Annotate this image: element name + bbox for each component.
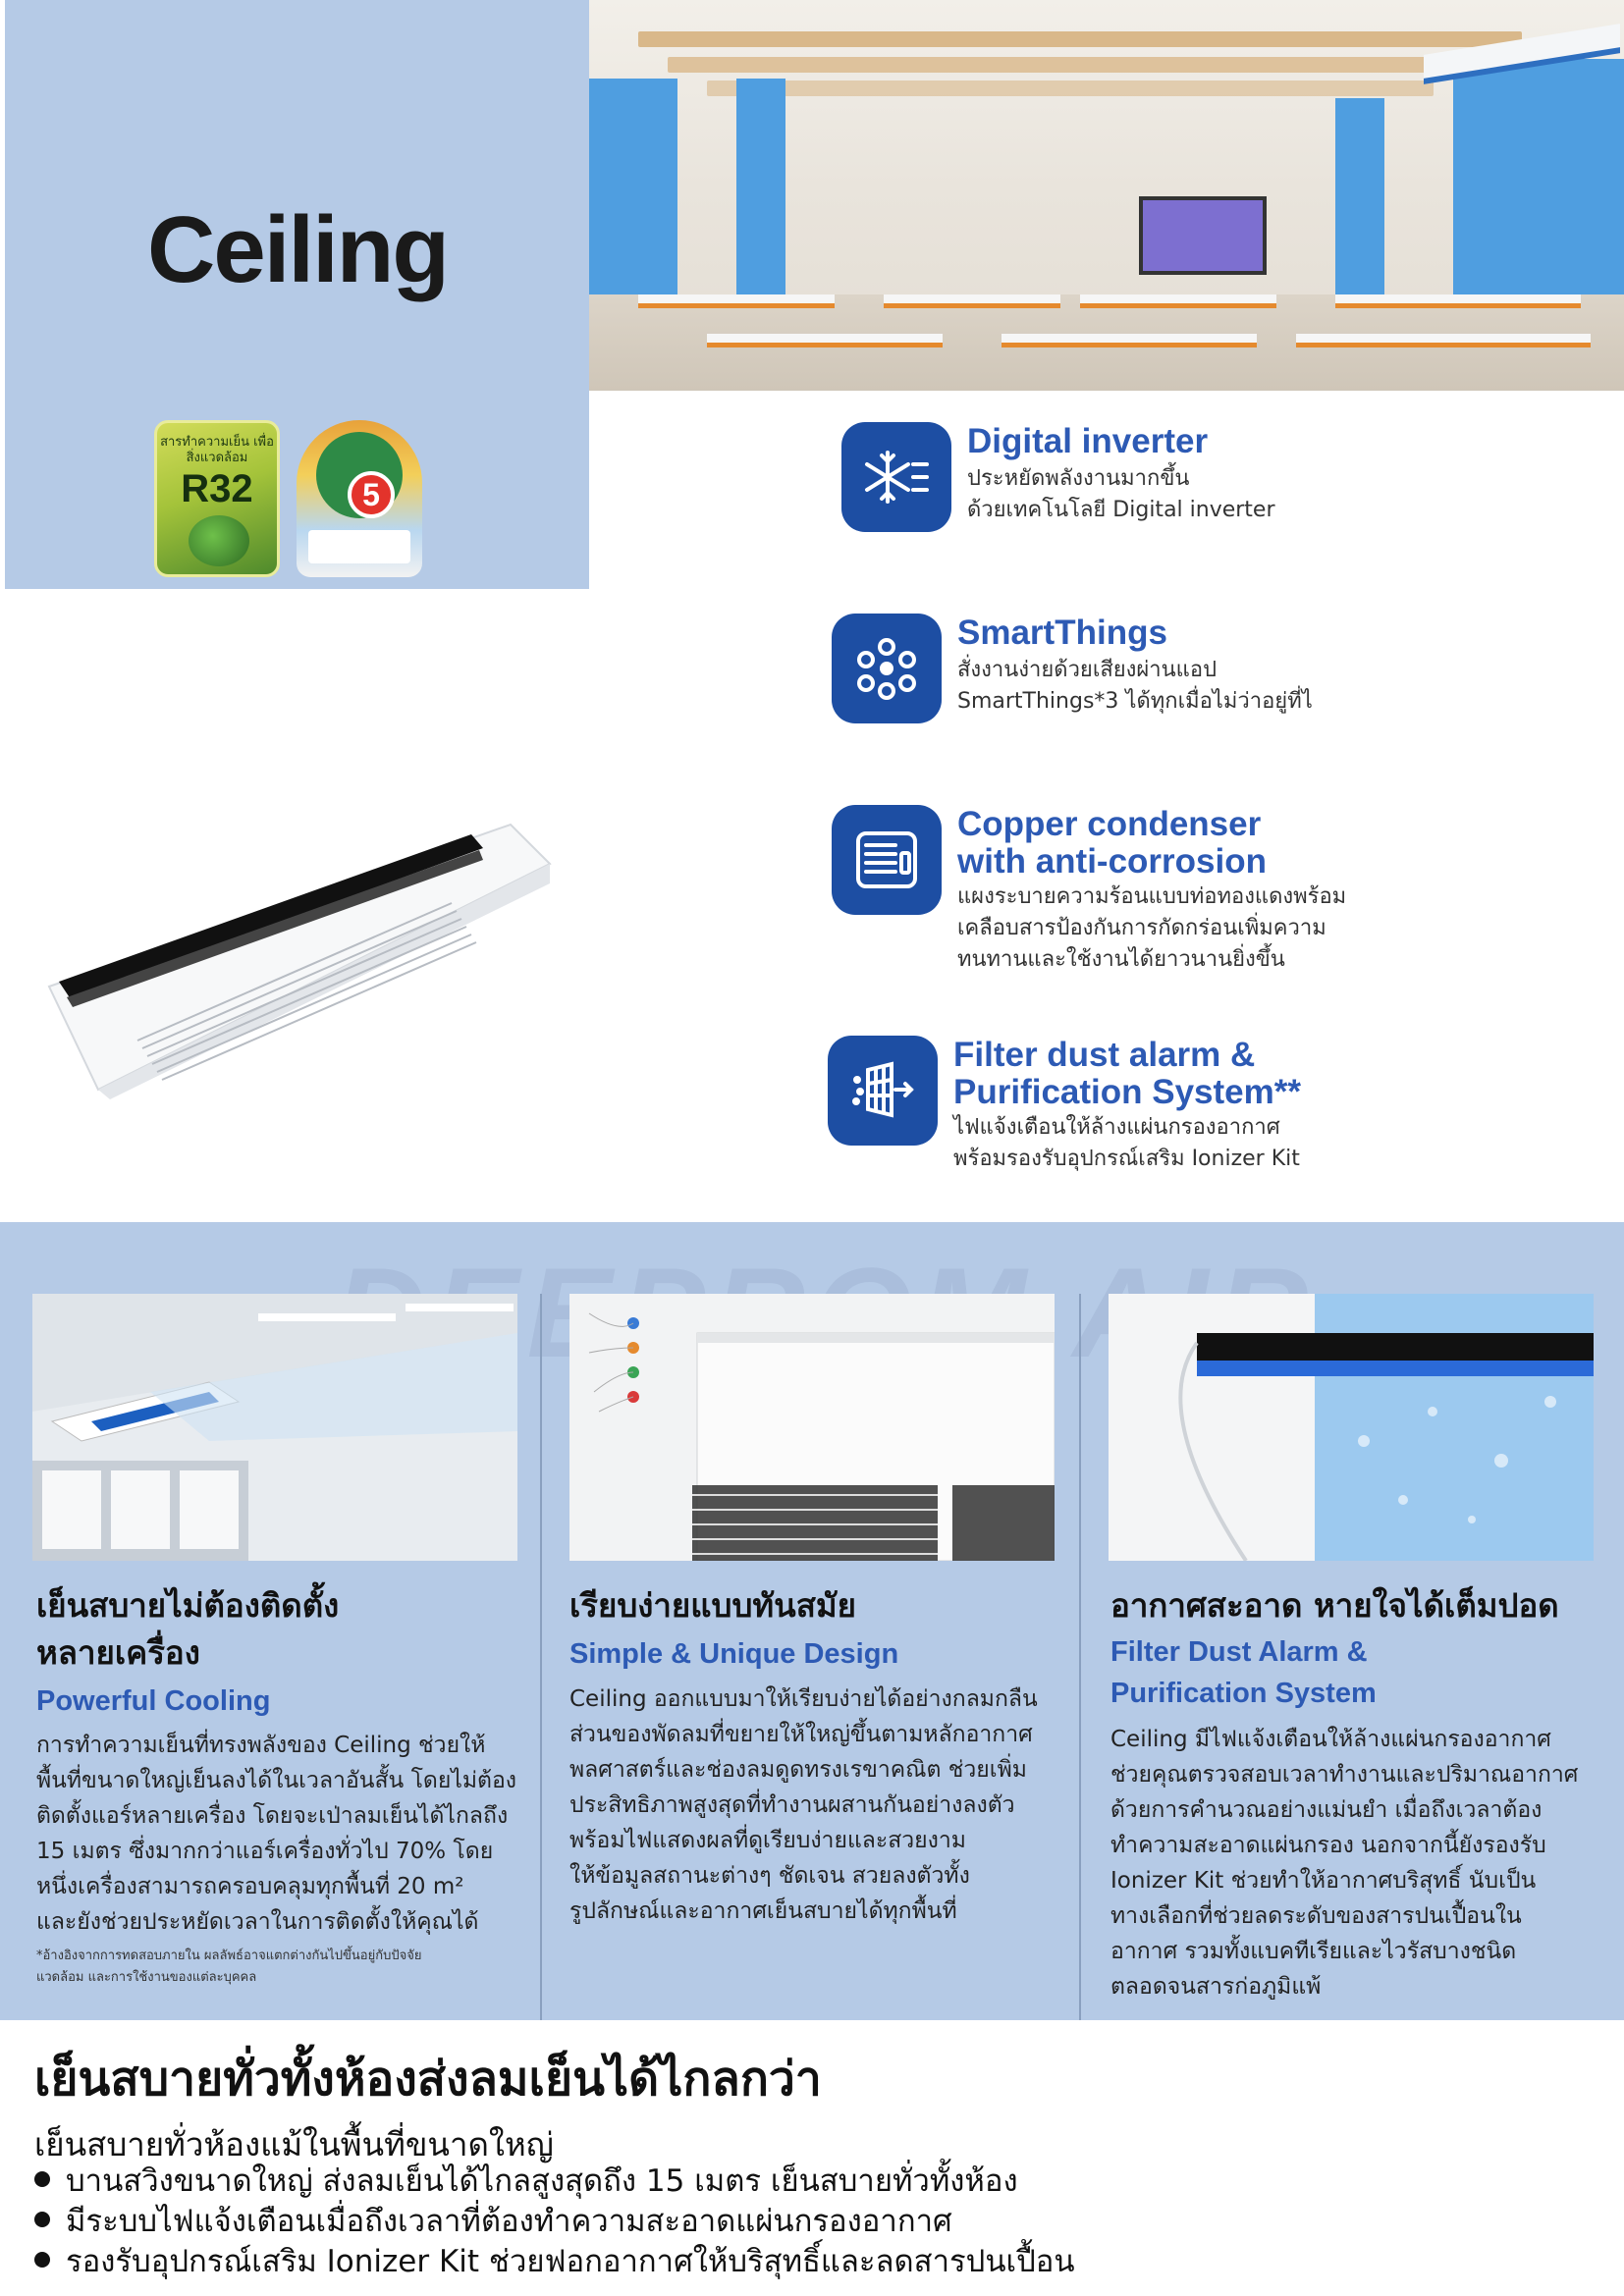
bottom-heading: เย็นสบายทั่วทั้งห้องส่งลมเย็นได้ไกลกว่า (34, 2052, 822, 2107)
smartthings-icon (832, 614, 942, 723)
globe-icon (189, 515, 249, 566)
column-2-body-line: ประสิทธิภาพสูงสุดที่ทำงานผสานกันอย่างลงตัว (569, 1792, 1015, 1818)
column-2-body-line: รูปลักษณ์และอากาศเย็นสบายได้ทุกพื้นที่ (569, 1898, 957, 1924)
feature-title: SmartThings (957, 614, 1167, 652)
column-1-photo (32, 1294, 517, 1561)
feature-desc-line: ไฟแจ้งเตือนให้ล้างแผ่นกรองอากาศ (953, 1115, 1280, 1140)
r32-badge (154, 420, 280, 577)
feature-title-line: with anti-corrosion (957, 842, 1267, 881)
feature-desc-line: ด้วยเทคโนโลยี Digital inverter (967, 498, 1275, 522)
feature-title-line: Copper condenser (957, 805, 1262, 843)
column-divider (540, 1294, 542, 2020)
bullet-text: มีระบบไฟแจ้งเตือนเมื่อถึงเวลาที่ต้องทำความสะอาดแผ่นกรองอากาศ (66, 2204, 952, 2239)
column-2-body-line: ให้ข้อมูลสถานะต่างๆ ชัดเจน สวยลงตัวทั้ง (569, 1863, 970, 1889)
energy-label-badge (297, 420, 422, 577)
column-3-heading: อากาศสะอาด หายใจได้เต็มปอด (1110, 1586, 1559, 1625)
bullet-text: รองรับอุปกรณ์เสริม Ionizer Kit ช่วยฟอกอากาศให้บริสุทธิ์และลดสารปนเปื้อน (66, 2244, 1075, 2279)
list-item (34, 2162, 1075, 2202)
column-2-subheading: Simple & Unique Design (569, 1638, 899, 1670)
column-2-heading: เรียบง่ายแบบทันสมัย (569, 1586, 856, 1625)
footnote-line: แวดล้อม และการใช้งานของแต่ละบุคคล (36, 1970, 257, 1985)
feature-title-line: Purification System** (953, 1073, 1301, 1111)
page-title: Ceiling (147, 197, 449, 302)
column-3-body-line: ตลอดจนสารก่อภูมิแพ้ (1110, 1974, 1322, 2000)
bullet-icon (34, 2171, 50, 2187)
column-2-body-line: Ceiling ออกแบบมาให้เรียบง่ายได้อย่างกลมกลืน (569, 1686, 1038, 1712)
column-3-body-line: ทำความสะอาดแผ่นกรอง นอกจากนี้ยังรองรับ (1110, 1833, 1546, 1858)
bottom-subheading: เย็นสบายทั่วห้องแม้ในพื้นที่ขนาดใหญ่ (34, 2125, 554, 2163)
energy-label-strip (308, 530, 410, 563)
column-2-body-line: ส่วนของพัดลมที่ขยายให้ใหญ่ขึ้นตามหลักอากาศ (569, 1722, 1033, 1747)
column-3-body-line: Ceiling มีไฟแจ้งเตือนให้ล้างแผ่นกรองอากาศ (1110, 1727, 1551, 1752)
bottom-bullet-list (34, 2162, 1075, 2282)
column-3-subheading: Filter Dust Alarm & (1110, 1636, 1368, 1668)
bullet-icon (34, 2252, 50, 2268)
column-1-body-line: 15 เมตร ซึ่งมากกว่าแอร์เครื่องทั่วไป 70% โดย (36, 1839, 494, 1864)
feature-desc-line: แผงระบายความร้อนแบบท่อทองแดงพร้อม (957, 884, 1347, 909)
column-2-body-line: พลศาสตร์และช่องลมดูดทรงเรขาคณิต ช่วยเพิ่ม (569, 1757, 1027, 1783)
column-1-body-line: พื้นที่ขนาดใหญ่เย็นลงได้ในเวลาอันสั้น โดยไม่ต้อง (36, 1768, 517, 1793)
column-1-body-line: การทำความเย็นที่ทรงพลังของ Ceiling ช่วยให้ (36, 1733, 486, 1758)
column-3-subheading: Purification System (1110, 1678, 1377, 1709)
feature-desc-line: ทนทานและใช้งานได้ยาวนานยิ่งขึ้น (957, 947, 1285, 972)
column-divider (1079, 1294, 1081, 2020)
r32-badge-caption: สารทำความเย็น เพื่อสิ่งแวดล้อม (160, 435, 274, 465)
column-1-heading: หลายเครื่อง (36, 1633, 200, 1672)
condenser-icon (832, 805, 942, 915)
feature-desc-line: เคลือบสารป้องกันการกัดกร่อนเพิ่มความ (957, 916, 1326, 940)
list-item (34, 2202, 1075, 2242)
snowflake-icon (841, 422, 951, 532)
column-1-body-line: และยังช่วยประหยัดเวลาในการติดตั้งให้คุณได้ (36, 1909, 479, 1935)
column-3-body-line: Ionizer Kit ช่วยทำให้อากาศบริสุทธิ์ นับเป็น (1110, 1868, 1537, 1894)
column-2-photo (569, 1294, 1055, 1561)
column-1-body-line: ติดตั้งแอร์หลายเครื่อง โดยจะเป่าลมเย็นได้ไกลถึง (36, 1803, 509, 1829)
feature-title: Digital inverter (967, 422, 1209, 460)
column-1-heading: เย็นสบายไม่ต้องติดตั้ง (36, 1586, 340, 1625)
column-1-footnote (36, 1946, 421, 1989)
column-1-body-line: หนึ่งเครื่องสามารถครอบคลุมทุกพื้นที่ 20 m² (36, 1874, 464, 1899)
filter-icon (828, 1036, 938, 1146)
column-3-body-line: ทางเลือกที่ช่วยลดระดับของสารปนเปื้อนใน (1110, 1903, 1522, 1929)
feature-title-line: Filter dust alarm & (953, 1036, 1256, 1074)
energy-rating-number: 5 (348, 471, 395, 518)
ceiling-air-conditioner-image (39, 805, 589, 1099)
feature-desc-line: สั่งงานง่ายด้วยเสียงผ่านแอป (957, 658, 1218, 682)
classroom-photo (589, 0, 1624, 391)
column-2-body-line: พร้อมไฟแสดงผลที่ดูเรียบง่ายและสวยงาม (569, 1828, 966, 1853)
column-3-body-line: อากาศ รวมทั้งแบคทีเรียและไวรัสบางชนิด (1110, 1939, 1517, 1964)
column-3-body-line: ช่วยคุณตรวจสอบเวลาทำงานและปริมาณอากาศ (1110, 1762, 1579, 1788)
list-item (34, 2242, 1075, 2282)
feature-desc-line: SmartThings*3 ได้ทุกเมื่อไม่ว่าอยู่ที่ไ (957, 689, 1313, 714)
column-3-photo (1109, 1294, 1594, 1561)
footnote-line: *อ้างอิงจากการทดสอบภายใน ผลลัพธ์อาจแตกต่างกันไปขึ้นอยู่กับปัจจัย (36, 1949, 422, 1963)
feature-desc-line: ประหยัดพลังงานมากขึ้น (967, 466, 1190, 491)
column-1-subheading: Powerful Cooling (36, 1685, 271, 1717)
column-3-body-line: ด้วยการคำนวณอย่างแม่นยำ เมื่อถึงเวลาต้อง (1110, 1797, 1543, 1823)
bullet-icon (34, 2212, 50, 2227)
feature-desc-line: พร้อมรองรับอุปกรณ์เสริม Ionizer Kit (953, 1147, 1300, 1171)
r32-badge-code: R32 (181, 467, 253, 510)
bullet-text: บานสวิงขนาดใหญ่ ส่งลมเย็นได้ไกลสูงสุดถึง 15 เมตร เย็นสบายทั่วทั้งห้อง (66, 2163, 1018, 2199)
